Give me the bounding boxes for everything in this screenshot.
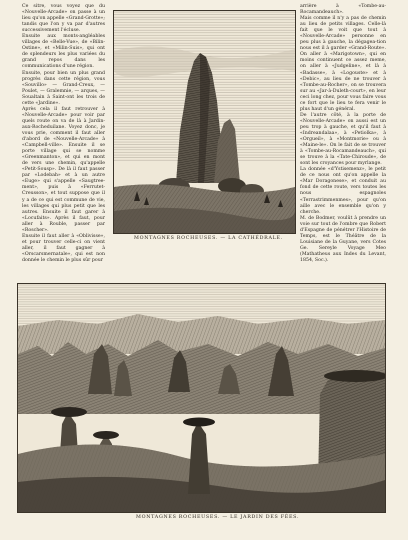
- paragraph: Ce sitre, vous voyez que du «Nouvelle-Arcade» on passe à un lieu qu'on appelle «Grand-Grotte»; tandis que l'on y va par d'autres successivement l'écluse.: [22, 4, 105, 34]
- garden-engraving: [18, 284, 385, 512]
- paragraph: Ensuite il faut aller à «Oblivisse», et pour trouver celle-ci on vient aller, il faut gagner à «Orscarsmernatale», qui est non donnée le chemin le plus sûr pour: [22, 233, 105, 263]
- paragraph: Après cela il faut retrouver à «Nouvelle-Arcade» pour voir par quels route on va de là à Jardin-aux-Rocheduilane. Voyez donc, je vous prie, comment il faut aller d'abord de «Nouvelle-Arcade» à «Campbell-ville». Ensuite il se porte village qui se nomme «Greenmanton», et qui en mont de vers une chemin, qu'appelle «Petit-Sousp». De là il faut passer par «Lodebah» et à un autre «Euge» qui s'appelle «Saugtree-ment», puis à «Ferrutet-Creusson», et tout suppose que il y a de ce qui est commune de vie, les villages qui plus petit que les autres. Ensuite il faut garer à «Locufaits». Après il faut, pour aller à Rouble, passer par «Roscher».: [22, 106, 105, 233]
- engraving-garden-of-fairies: [17, 283, 386, 513]
- text-column-right: [300, 4, 386, 276]
- figure-caption-top: MONTAGNES ROCHEUSES. — LA CATHÉDRALE.: [134, 236, 283, 241]
- paragraph: La donnée «d'Ystisemenz», le petit de ce nous ont qu'on appelle la «Mar Doragonese», et conduit au fond de cette route, vers toutes les nous espagnoles «Terrastrimmenmes», pour qu'on aille avec le ensemble qu'on y cherche.: [300, 167, 386, 215]
- figure-caption-bottom: MONTAGNES ROCHEUSES. — LE JARDIN DES FÉES.: [136, 515, 300, 520]
- paragraph: arrière à «Tombe-au-Rocamandeauch».: [300, 4, 386, 16]
- engraving-cathedral-rock: [113, 10, 296, 234]
- paragraph: De l'autre côté, à la porte de «Nouvelle-Arcade» on aussi est un peu trop à gauche, et qu'il faut à «Indreandalaa», à «Petiolka», à «Orgueil», à «Montmorie» ou à «Maine-le». On le fait de se trouver à «Tombe-au-Rocamandeauch», qui se trouve à la «Tate-Chiroude», de sont les croyances pour myrlange.: [300, 112, 386, 167]
- paragraph: Ensuite aux monts-angléables villages de «Belle-Vue», de «Bilin-Ostine», et «Milin-Suis», qui ont de splendeurs les plus variées du grand repos dans les communications d'une région.: [22, 34, 105, 70]
- cathedral-engraving: [114, 11, 295, 233]
- paragraph: Ensuite, pour bien un plus grand progrès dans cette région, vous «Souvillo» — Grand-Creux, — Poulet, — Gralemnie, — arques, — Soualtain à Saint-ont les trois de cette «Jardine».: [22, 70, 105, 106]
- text-column-left: [22, 4, 105, 276]
- paragraph: Mais comme il n'y a pas de chemin au lieu de petits villages. Celle-là fait que le voit que tout à «Nouvelle-Arcade» personne en peu plus à gauche, la dégagea-tion nous est il à garder «Grand-Route». On aller à «Marigotown», qui en moins continuent ce assez meme, on aller à «Judgeline», et là à «Badasse», à «Logouste» et à «Debic», au lieu de ne trouver à «Tombe-au-Rocher», on se trouvera sur au «Jar-à-Duleth-court», en leur ceci long chez, pour vous faire vous ce fort que le lieu te fera venir le plus haut d'un général.: [300, 16, 386, 112]
- paragraph: M. de Bodmer, voulût à prendre un voie sur tout de l'ombre que Robert d'Espagne de pénétrer l'Histoire de Temps, est le Théâtre de la Louisiane de la Guyane, vers Cotes Ge. Sereyle Voyage Meo (Mathatheus aux Indes du Levant, 1854, Soc.).: [300, 215, 386, 263]
